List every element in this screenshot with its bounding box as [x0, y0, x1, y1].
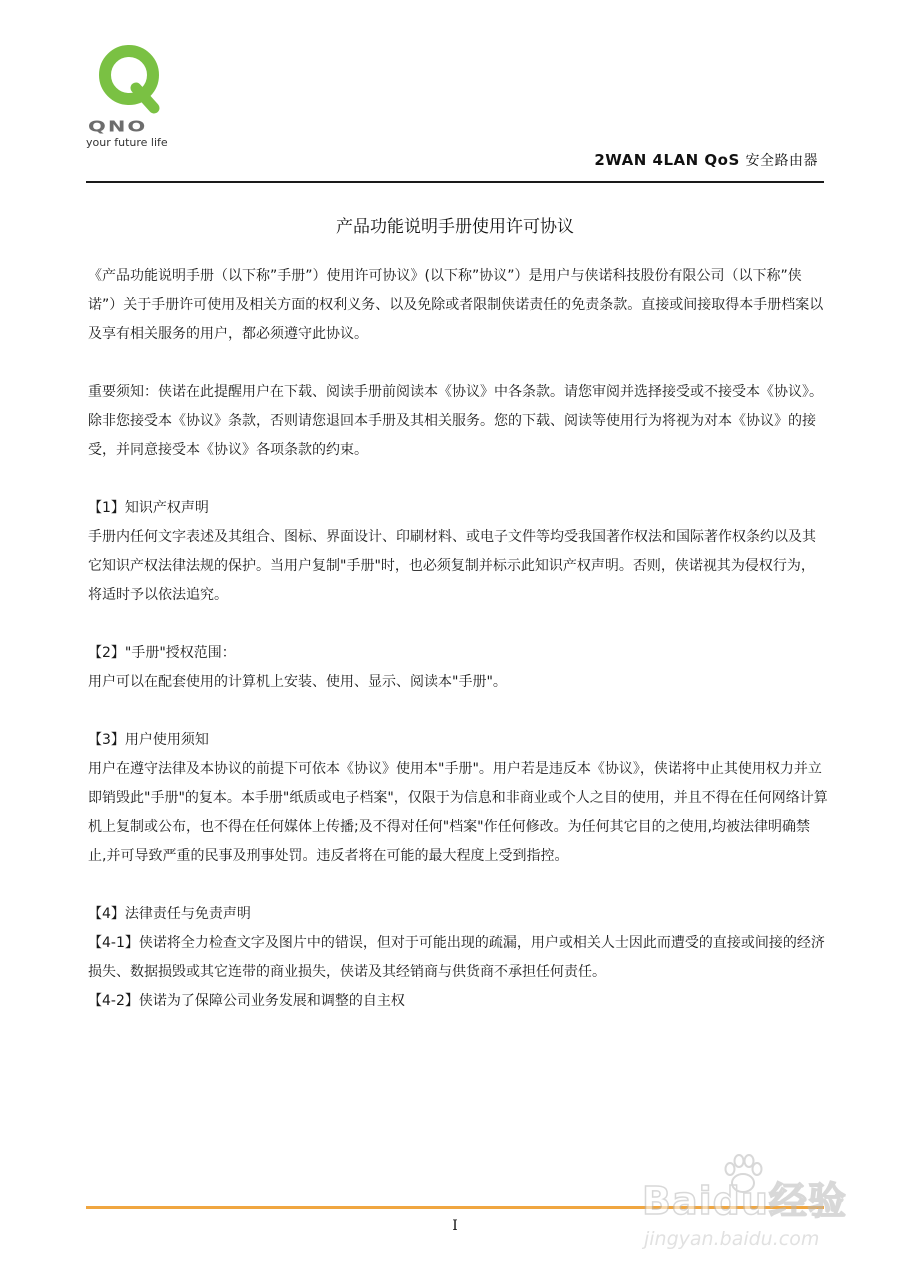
page-number: I — [452, 1218, 458, 1234]
paw-icon — [720, 1152, 766, 1198]
logo-wordmark: QNO — [88, 118, 148, 136]
section-heading: 【4】法律责任与免责声明 — [88, 906, 251, 922]
watermark-brand: Baidu经验 — [642, 1179, 847, 1223]
notice-paragraph: 重要须知：侠诺在此提醒用户在下载、阅读手册前阅读本《协议》中各条款。请您审阅并选择接受或不接受本《协议》。除非您接受本《协议》条款，否则请您退回本手册及其相关服务。您的下载、阅读等使用行为将视为对本《协议》的接受，并同意接受本《协议》各项条款的约束。 — [88, 384, 823, 458]
document-title: 产品功能说明手册使用许可协议 — [336, 217, 574, 237]
section-heading: 【2】"手册"授权范围： — [88, 645, 236, 661]
product-title — [594, 150, 818, 170]
header-divider — [86, 181, 824, 183]
q-logo-icon — [96, 44, 166, 114]
clause-label: 【4-2】 — [88, 993, 139, 1009]
clause-4-2 — [88, 987, 828, 1016]
document-body — [88, 262, 828, 1016]
intro-paragraph: 《产品功能说明手册（以下称”手册”）使用许可协议》(以下称”协议”）是用户与侠诺科技股份有限公司（以下称”侠诺”）关于手册许可使用及相关方面的权利义务、以及免除或者限制侠诺责任的免责条款。直接或间接取得本手册档案以及享有相关服务的用户，都必须遵守此协议。 — [88, 268, 824, 342]
watermark-url: jingyan.baidu.com — [644, 1228, 820, 1250]
product-model: 2WAN 4LAN QoS — [594, 151, 740, 169]
baidu-watermark — [642, 1152, 852, 1268]
section-body: 手册内任何文字表述及其组合、图标、界面设计、印刷材料、或电子文件等均受我国著作权法和国际著作权条约以及其它知识产权法律法规的保护。当用户复制"手册"时，也必须复制并标示此知识产权声明。否则，侠诺视其为侵权行为，将适时予以依法追究。 — [88, 529, 816, 603]
section-body: 用户在遵守法律及本协议的前提下可依本《协议》使用本"手册"。用户若是违反本《协议》，侠诺将中止其使用权力并立即销毁此"手册"的复本。本手册"纸质或电子档案"，仅限于为信息和非商业或个人之目的使用，并且不得在任何网络计算机上复制或公布，也不得在任何媒体上传播;及不得对任何"档案"作任何修改。为任何其它目的之使用,均被法律明确禁止,并可导致严重的民事及刑事处罚。违反者将在可能的最大程度上受到指控。 — [88, 761, 828, 864]
clause-text: 侠诺为了保障公司业务发展和调整的自主权 — [138, 993, 405, 1009]
clause-text: 侠诺将全力检查文字及图片中的错误，但对于可能出现的疏漏，用户或相关人士因此而遭受的直接或间接的经济损失、数据损毁或其它连带的商业损失，侠诺及其经销商与供货商不承担任何责任。 — [88, 935, 825, 980]
clause-4-1 — [88, 929, 828, 987]
clause-label: 【4-1】 — [88, 935, 139, 951]
section-body: 用户可以在配套使用的计算机上安装、使用、显示、阅读本"手册"。 — [88, 674, 507, 690]
section-heading: 【3】用户使用须知 — [88, 732, 209, 748]
section-heading: 【1】知识产权声明 — [88, 500, 209, 516]
logo-tagline: your future life — [86, 136, 168, 149]
qno-logo — [84, 44, 180, 152]
product-type: 安全路由器 — [745, 153, 818, 169]
